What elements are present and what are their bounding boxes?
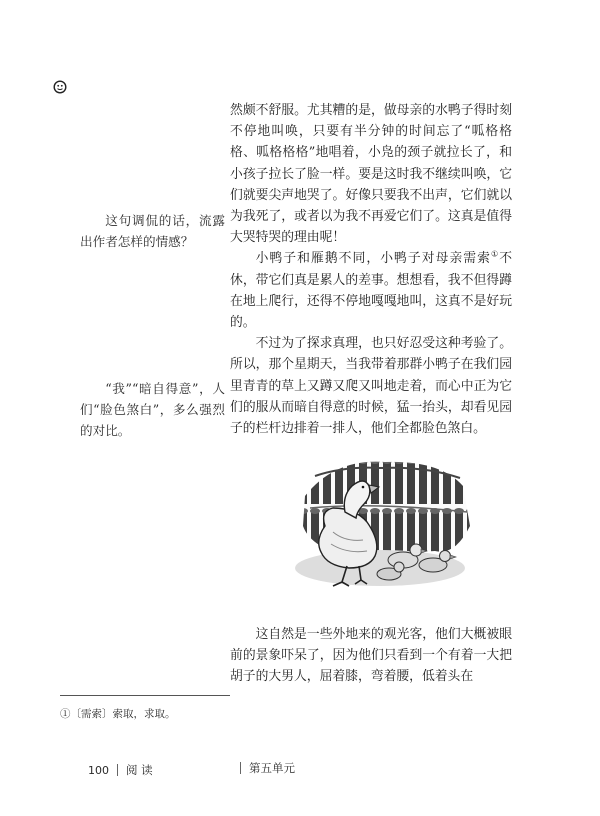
- footer-divider: [117, 764, 118, 776]
- face-icon: [53, 80, 67, 94]
- footnote-ref: ①: [490, 250, 500, 260]
- page-number: 100: [88, 764, 109, 777]
- paragraph-ducklings-demand: 小鸭子和雁鹅不同，小鸭子对母亲需索①不休，带它们真是累人的差事。想想看，我不但得蹲在地上爬行，还得不停地嘎嘎地叫，这真不是好玩的。: [230, 250, 513, 331]
- page-footer-left: [88, 762, 153, 778]
- margin-note-question: 这句调侃的话，流露出作者怎样的情感？: [80, 213, 225, 249]
- main-text-column-lower: [230, 624, 512, 688]
- paragraph-continued: 然颇不舒服。尤其糟的是，做母亲的水鸭子得时刻不停地叫唤，只要有半分钟的时间忘了“呱格格格、呱格格格”地唱着，小凫的颈子就拉长了，和小孩子拉长了脸一样。要是这时我不继续叫唤，它们就要尖声地哭了。好像只要我不出声，它们就以为我死了，或者以为我不再爱它们了。这真是值得大哭特哭的理由呢！: [230, 103, 512, 246]
- footnote: ①〔需索〕索取，求取。: [60, 708, 176, 720]
- paragraph-tourists: 这自然是一些外地来的观光客，他们大概被眼前的景象吓呆了，因为他们只看到一个有着一大把胡子的大男人，屈着膝，弯着腰，低着头在: [230, 627, 512, 685]
- duck-with-ducklings-illustration: [285, 456, 475, 596]
- footer-divider: [240, 762, 241, 774]
- section-label: 阅 读: [126, 763, 153, 777]
- paragraph-sunday: 不过为了探求真理，也只好忍受这种考验了。所以，那个星期天，当我带着那群小鸭子在我们园里青青的草上又蹲又爬又叫地走着，而心中正为它们的服从而暗自得意的时候，猛一抬头，却看见园子的栏杆边排着一排人，他们全都脸色煞白。: [230, 336, 512, 437]
- page-footer-right: [240, 760, 295, 776]
- main-text-column: [230, 100, 512, 439]
- unit-label: 第五单元: [249, 761, 295, 775]
- footnote-divider: [60, 695, 230, 696]
- margin-note-contrast: “我”“暗自得意”，人们“脸色煞白”，多么强烈的对比。: [80, 381, 225, 438]
